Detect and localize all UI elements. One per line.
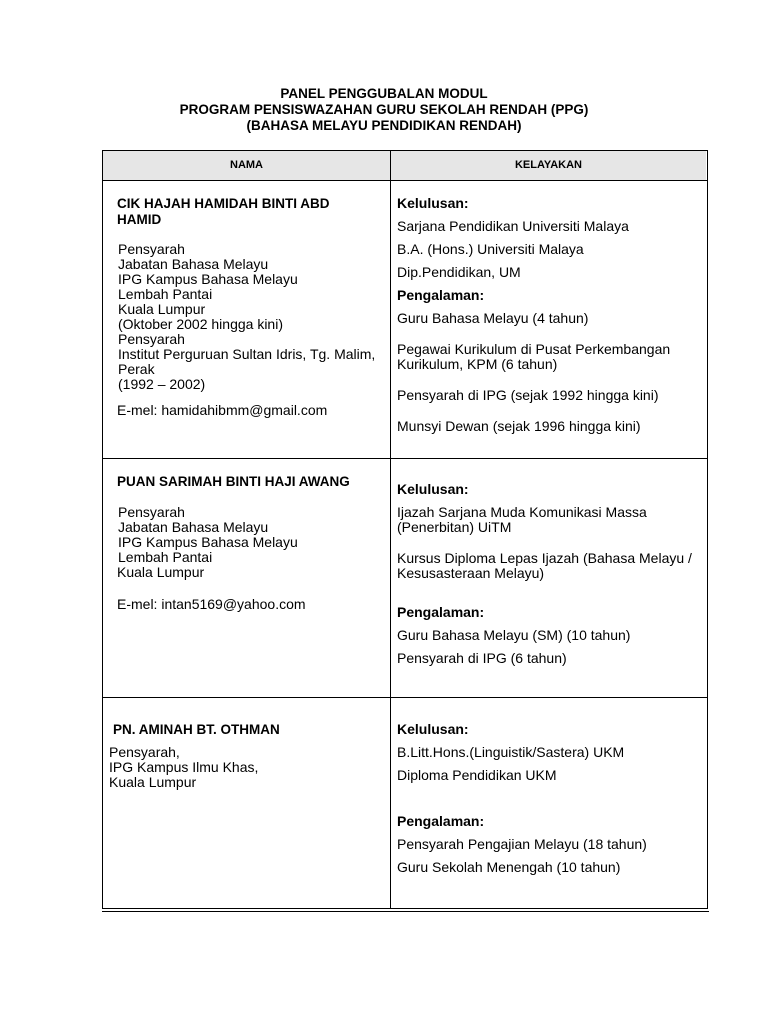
experience-item: Pensyarah Pengajian Melayu (18 tahun) bbox=[397, 836, 647, 852]
table-header bbox=[103, 151, 706, 180]
detail-line: Pensyarah bbox=[118, 504, 185, 520]
document-subtitle: PROGRAM PENSISWAZAHAN GURU SEKOLAH RENDAH (PPG) bbox=[179, 102, 589, 117]
pengalaman-heading: Pengalaman: bbox=[397, 813, 485, 829]
qualification-item: Sarjana Pendidikan Universiti Malaya bbox=[397, 218, 629, 234]
table-row-1-details bbox=[117, 242, 375, 392]
experience-item: Pensyarah di IPG (6 tahun) bbox=[397, 650, 567, 666]
panel-member-name-cont: HAMID bbox=[117, 212, 162, 227]
document-subtitle-2: (BAHASA MELAYU PENDIDIKAN RENDAH) bbox=[246, 118, 522, 133]
detail-line: Institut Perguruan Sultan Idris, Tg. Malim, bbox=[118, 346, 376, 362]
qualification-line: Kesusasteraan Melayu) bbox=[397, 565, 545, 581]
table-row-3-details bbox=[109, 745, 258, 790]
panel-member-name: PUAN SARIMAH BINTI HAJI AWANG bbox=[117, 474, 350, 489]
detail-line: Jabatan Bahasa Melayu bbox=[118, 256, 269, 272]
kelulusan-heading: Kelulusan: bbox=[397, 195, 469, 211]
table-row-2-details bbox=[117, 505, 298, 580]
detail-line: Lembah Pantai bbox=[118, 286, 213, 302]
detail-line: Jabatan Bahasa Melayu bbox=[118, 519, 269, 535]
kelulusan-heading: Kelulusan: bbox=[397, 481, 469, 497]
experience-line: Pegawai Kurikulum di Pusat Perkembangan bbox=[397, 341, 671, 357]
qualification-item: B.Litt.Hons.(Linguistik/Sastera) UKM bbox=[397, 744, 625, 760]
row-divider bbox=[103, 697, 707, 698]
detail-line: IPG Kampus Bahasa Melayu bbox=[118, 534, 298, 550]
column-header-nama: NAMA bbox=[230, 159, 263, 171]
qualification-line: (Penerbitan) UiTM bbox=[397, 519, 512, 535]
qualification-line: Ijazah Sarjana Muda Komunikasi Massa bbox=[397, 504, 647, 520]
experience-item: Pensyarah di IPG (sejak 1992 hingga kini) bbox=[397, 387, 659, 403]
qualification-item bbox=[397, 551, 692, 581]
table-row-1-nama bbox=[117, 196, 330, 228]
detail-line: (Oktober 2002 hingga kini) bbox=[118, 316, 283, 332]
row-divider bbox=[103, 458, 707, 459]
detail-line: Pensyarah, bbox=[109, 744, 180, 760]
kelulusan-heading: Kelulusan: bbox=[397, 721, 469, 737]
panel-table bbox=[102, 150, 708, 909]
column-header-kelayakan: KELAYAKAN bbox=[514, 159, 583, 171]
qualification-item bbox=[397, 505, 647, 535]
qualification-item: B.A. (Hons.) Universiti Malaya bbox=[397, 241, 584, 257]
detail-line: IPG Kampus Ilmu Khas, bbox=[109, 759, 259, 775]
pengalaman-heading: Pengalaman: bbox=[397, 604, 485, 620]
detail-line: Perak bbox=[118, 361, 155, 377]
panel-member-name: CIK HAJAH HAMIDAH BINTI ABD bbox=[117, 196, 330, 211]
experience-item: Munsyi Dewan (sejak 1996 hingga kini) bbox=[397, 418, 641, 434]
detail-line: IPG Kampus Bahasa Melayu bbox=[118, 271, 298, 287]
experience-item bbox=[397, 342, 670, 372]
detail-line: Pensyarah bbox=[118, 241, 185, 257]
email-text: E-mel: intan5169@yahoo.com bbox=[117, 596, 306, 612]
detail-line: (1992 – 2002) bbox=[118, 376, 206, 392]
experience-item: Guru Bahasa Melayu (SM) (10 tahun) bbox=[397, 627, 631, 643]
pengalaman-heading: Pengalaman: bbox=[397, 287, 485, 303]
detail-line: Pensyarah bbox=[118, 331, 185, 347]
detail-line: Kuala Lumpur bbox=[109, 774, 197, 790]
column-divider bbox=[390, 151, 391, 908]
detail-line: Lembah Pantai bbox=[118, 549, 213, 565]
qualification-item: Diploma Pendidikan UKM bbox=[397, 767, 557, 783]
experience-item: Guru Bahasa Melayu (4 tahun) bbox=[397, 310, 589, 326]
header-divider bbox=[103, 180, 707, 181]
experience-line: Kurikulum, KPM (6 tahun) bbox=[397, 356, 558, 372]
panel-member-name: PN. AMINAH BT. OTHMAN bbox=[113, 722, 280, 737]
detail-line: Kuala Lumpur bbox=[118, 301, 206, 317]
email-text: E-mel: hamidahibmm@gmail.com bbox=[117, 402, 328, 418]
detail-line: Kuala Lumpur bbox=[117, 564, 205, 580]
experience-item: Guru Sekolah Menengah (10 tahun) bbox=[397, 859, 621, 875]
document-title: PANEL PENGGUBALAN MODUL bbox=[280, 86, 488, 101]
qualification-item: Dip.Pendidikan, UM bbox=[397, 264, 521, 280]
qualification-line: Kursus Diploma Lepas Ijazah (Bahasa Melayu / bbox=[397, 550, 692, 566]
